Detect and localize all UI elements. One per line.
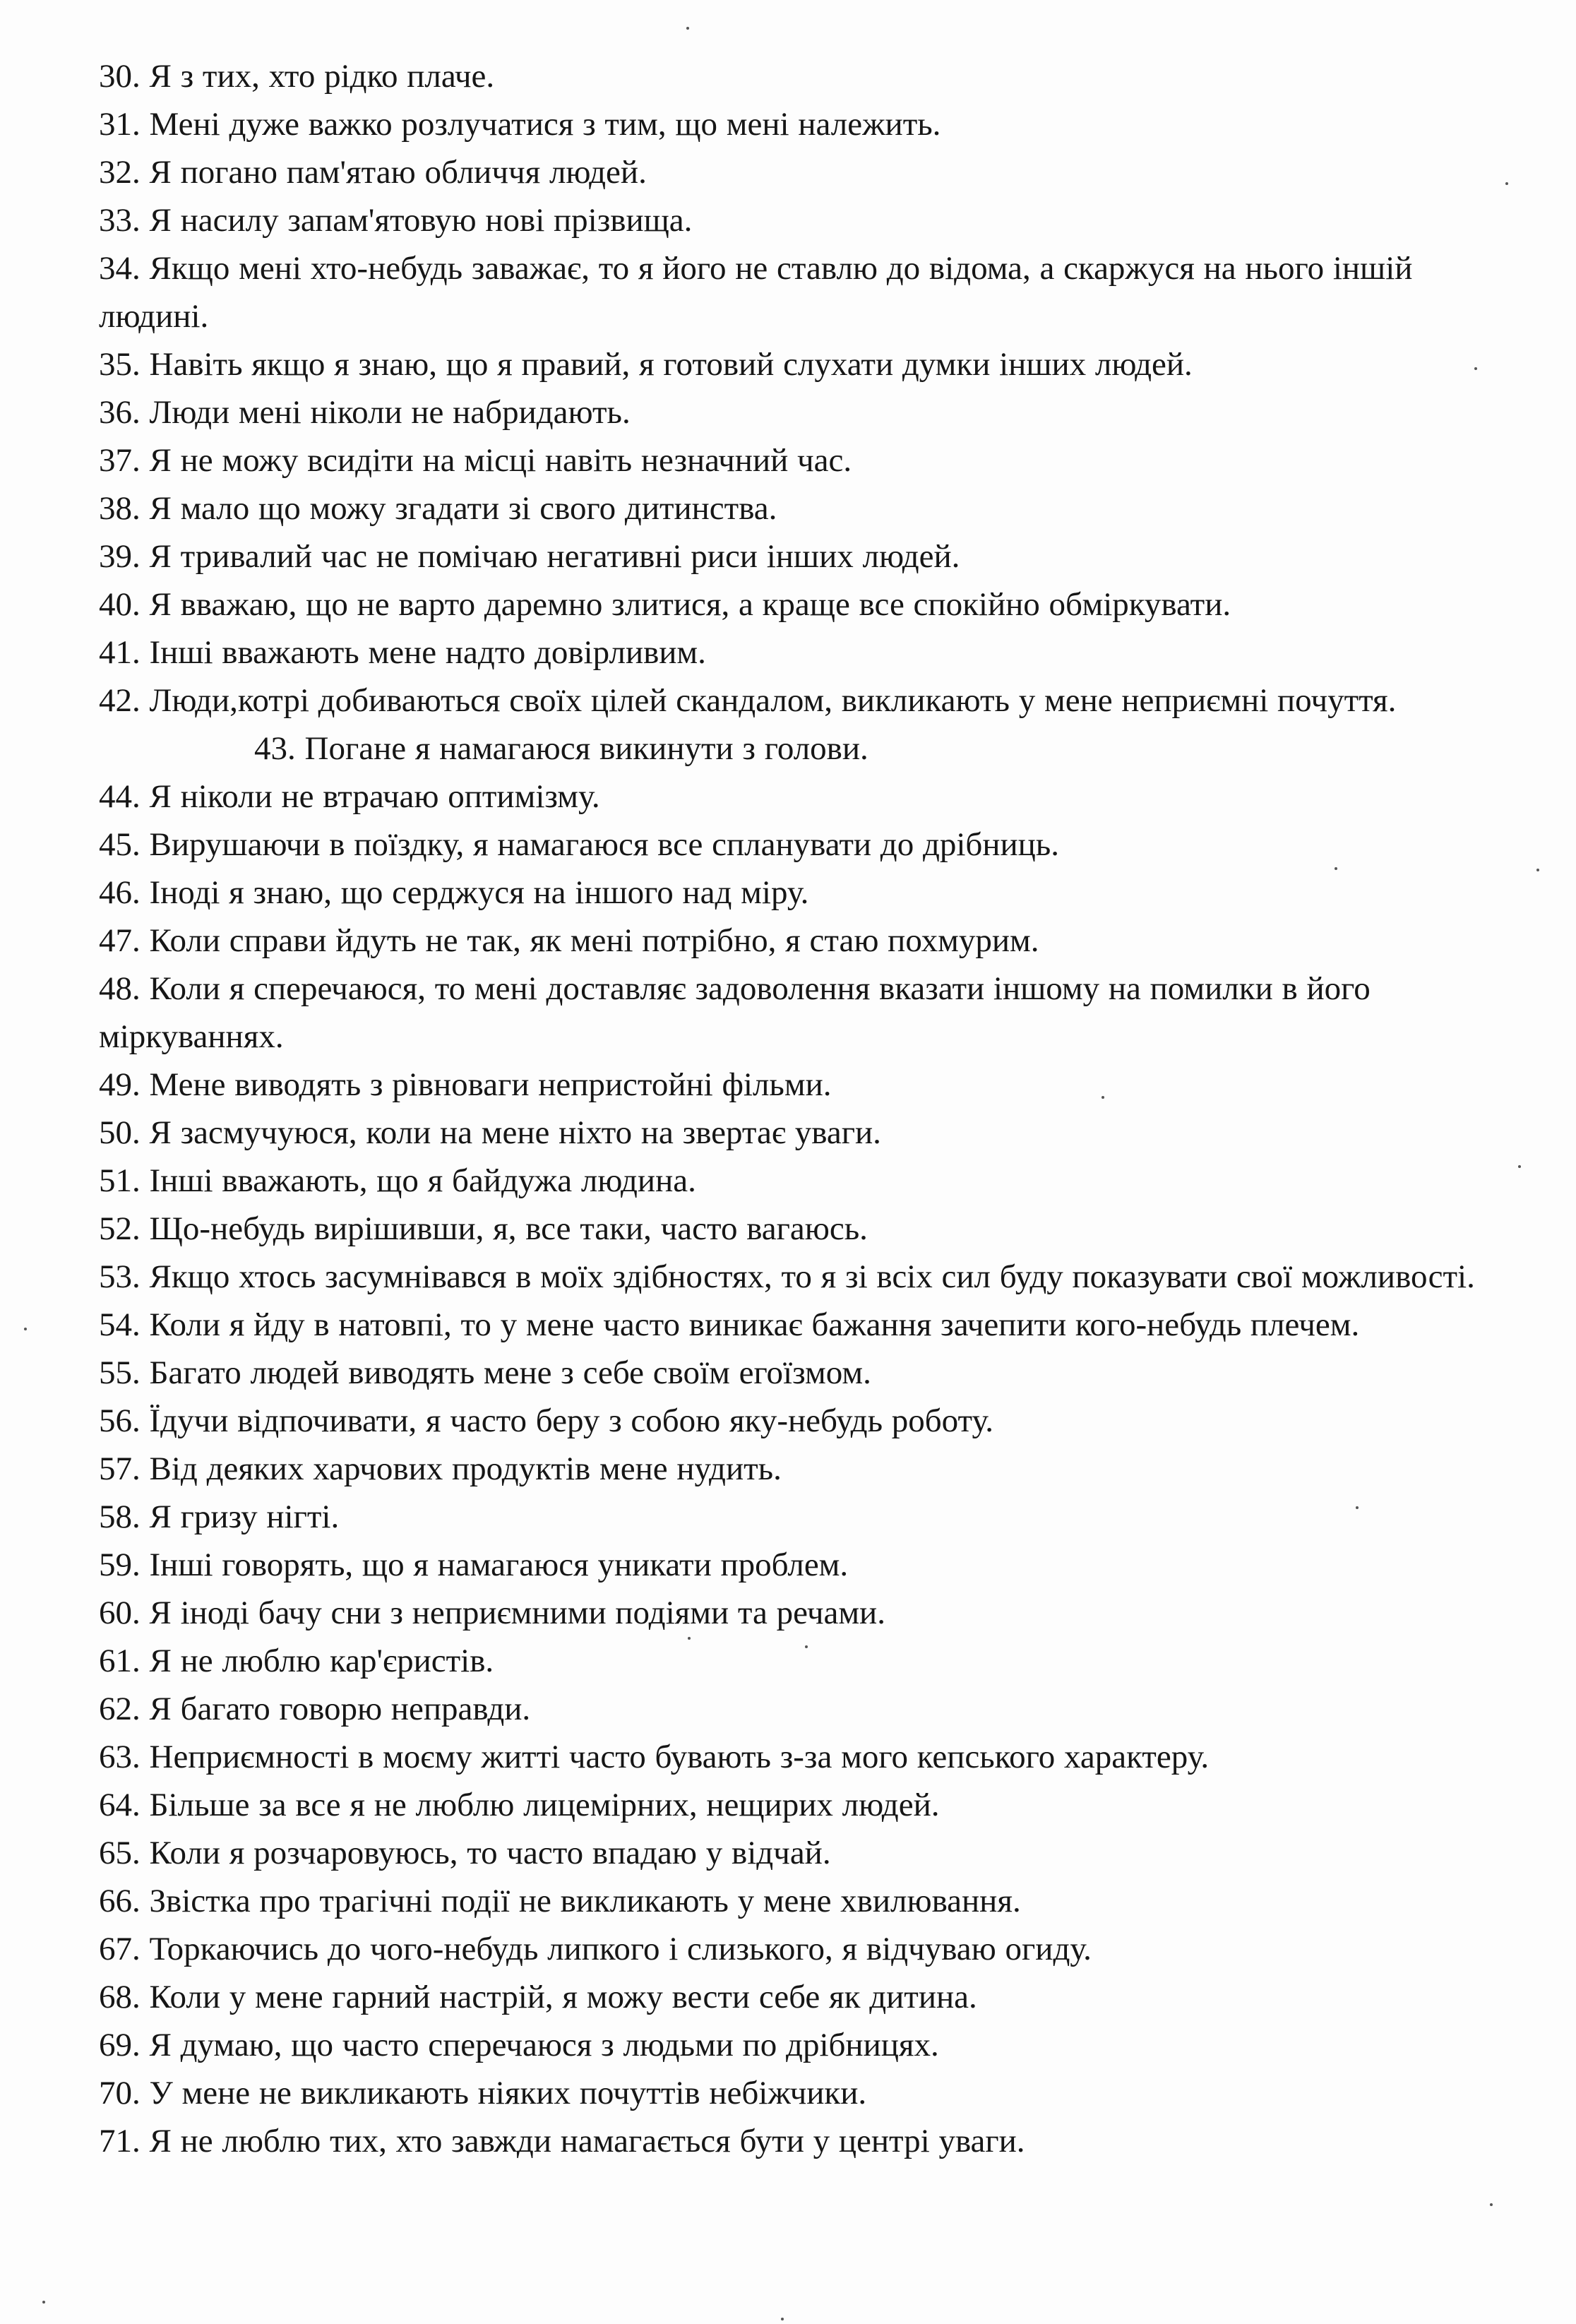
list-item: 70. У мене не викликають ніяких почуттів небіжчики. xyxy=(99,2075,867,2111)
list-item: 44. Я ніколи не втрачаю оптимізму. xyxy=(99,778,600,815)
scan-speck xyxy=(1505,182,1508,185)
scan-speck xyxy=(1536,869,1539,871)
list-item: 36. Люди мені ніколи не набридають. xyxy=(99,394,631,431)
list-item: 40. Я вважаю, що не варто даремно злитися, а краще все спокійно обміркувати. xyxy=(99,586,1231,623)
list-item: 69. Я думаю, що часто сперечаюся з людьми по дрібницях. xyxy=(99,2027,939,2063)
list-item: 65. Коли я розчаровуюсь, то часто впадаю у відчай. xyxy=(99,1835,831,1871)
scan-speck xyxy=(781,2318,784,2320)
list-item: 31. Мені дуже важко розлучатися з тим, що мені належить. xyxy=(99,106,941,143)
list-item: 41. Інші вважають мене надто довірливим. xyxy=(99,634,706,671)
list-item: 45. Вирушаючи в поїздку, я намагаюся все спланувати до дрібниць. xyxy=(99,826,1059,863)
list-item: 59. Інші говорять, що я намагаюся уникати проблем. xyxy=(99,1547,849,1583)
list-item: 47. Коли справи йдуть не так, як мені потрібно, я стаю похмурим. xyxy=(99,922,1039,959)
list-item: 46. Іноді я знаю, що серджуся на іншого над міру. xyxy=(99,874,809,911)
scan-speck xyxy=(1490,2203,1493,2206)
list-item: 48. Коли я сперечаюся, то мені доставляє задоволення вказати іншому на помилки в його міркуваннях. xyxy=(99,970,1371,1055)
list-item: 39. Я тривалий час не помічаю негативні риси інших людей. xyxy=(99,538,960,575)
list-item: 68. Коли у мене гарний настрій, я можу вести себе як дитина. xyxy=(99,1979,977,2015)
list-item: 34. Якщо мені хто-небудь заважає, то я його не ставлю до відома, а скаржуся на нього іншій людині. xyxy=(99,250,1413,335)
list-item: 35. Навіть якщо я знаю, що я правий, я готовий слухати думки інших людей. xyxy=(99,346,1193,383)
scan-speck xyxy=(1474,367,1477,370)
list-item: 71. Я не люблю тих, хто завжди намагається бути у центрі уваги. xyxy=(99,2123,1025,2159)
scan-speck xyxy=(42,2301,45,2304)
list-item: 64. Більше за все я не люблю лицемірних, нещирих людей. xyxy=(99,1787,940,1823)
list-item: 42. Люди,котрі добиваються своїх цілей скандалом, викликають у мене неприємні почуття. xyxy=(99,682,1397,719)
list-item: 43. Погане я намагаюся викинути з голови. xyxy=(254,730,868,767)
scan-speck xyxy=(1335,867,1337,870)
list-item: 67. Торкаючись до чого-небудь липкого і слизького, я відчуваю огиду. xyxy=(99,1931,1092,1967)
list-item: 38. Я мало що можу згадати зі свого дитинства. xyxy=(99,490,777,527)
scan-speck xyxy=(1518,1165,1521,1168)
list-item: 32. Я погано пам'ятаю обличчя людей. xyxy=(99,154,647,191)
list-item: 33. Я насилу запам'ятовую нові прізвища. xyxy=(99,202,693,239)
scan-speck xyxy=(1356,1506,1359,1509)
list-item: 53. Якщо хтось засумнівався в моїх здібностях, то я зі всіх сил буду показувати свої можливості. xyxy=(99,1258,1475,1295)
scan-speck xyxy=(805,1645,808,1648)
list-item: 56. Їдучи відпочивати, я часто беру з собою яку-небудь роботу. xyxy=(99,1402,994,1439)
list-item: 52. Що-небудь вирішивши, я, все таки, часто вагаюсь. xyxy=(99,1210,868,1247)
list-item: 58. Я гризу нігті. xyxy=(99,1498,340,1535)
scan-speck xyxy=(686,27,689,30)
scan-speck xyxy=(24,1328,27,1330)
list-item: 49. Мене виводять з рівноваги непристойні фільми. xyxy=(99,1066,832,1103)
list-item: 60. Я іноді бачу сни з неприємними подіями та речами. xyxy=(99,1595,885,1631)
list-item: 61. Я не люблю кар'єристів. xyxy=(99,1643,494,1679)
list-item: 54. Коли я йду в натовпі, то у мене часто виникає бажання зачепити кого-небудь плечем. xyxy=(99,1306,1360,1343)
list-item: 37. Я не можу всидіти на місці навіть незначний час. xyxy=(99,442,852,479)
list-item: 66. Звістка про трагічні події не викликають у мене хвилювання. xyxy=(99,1883,1021,1919)
list-item: 62. Я багато говорю неправди. xyxy=(99,1691,531,1727)
scan-speck xyxy=(1102,1096,1104,1099)
list-item: 57. Від деяких харчових продуктів мене нудить. xyxy=(99,1450,782,1487)
list-item: 63. Неприємності в моєму житті часто бувають з-за мого кепського характеру. xyxy=(99,1739,1210,1775)
scan-speck xyxy=(688,1637,691,1640)
list-item: 55. Багато людей виводять мене з себе своїм егоїзмом. xyxy=(99,1354,871,1391)
questionnaire-list xyxy=(99,52,1525,2165)
list-item: 51. Інші вважають, що я байдужа людина. xyxy=(99,1162,696,1199)
list-item: 30. Я з тих, хто рідко плаче. xyxy=(99,58,495,95)
list-item: 50. Я засмучуюся, коли на мене ніхто на звертає уваги. xyxy=(99,1114,881,1151)
